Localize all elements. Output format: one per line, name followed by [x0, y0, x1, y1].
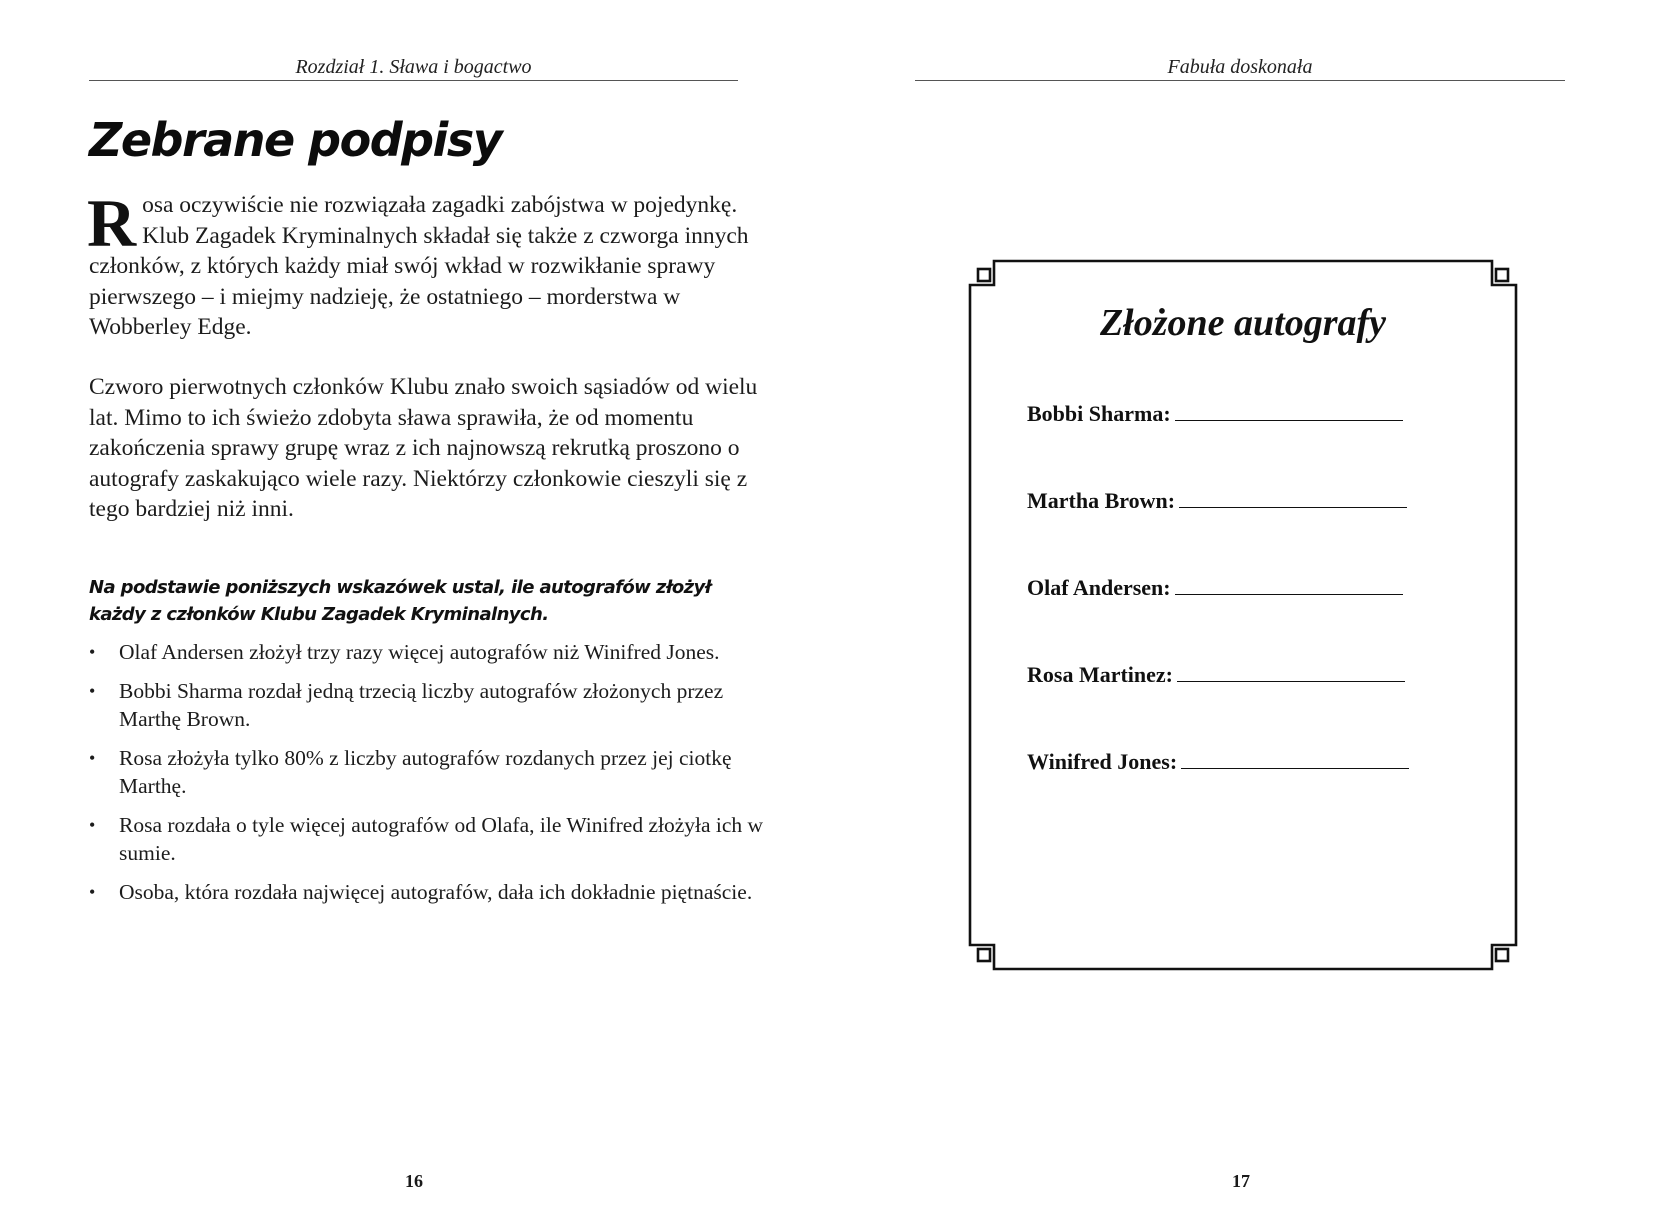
clue-text: Bobbi Sharma rozdał jedną trzecią liczby autografów złożonych przez Marthę Brown.: [119, 679, 724, 731]
second-paragraph: Czworo pierwotnych członków Klubu znało swoich sąsiadów od wielu lat. Mimo to ich świeżo zdobyta sława sprawiła, że od momentu zakończenia sprawy grupę wraz z ich najnowszą rekrutką proszono o autografy zaskakująco wiele razy. Niektórzy członkowie cieszyli się z tego bardziej niż inni.: [89, 374, 758, 522]
page-number-right: 17: [1232, 1171, 1250, 1191]
bullet-icon: •: [89, 642, 96, 662]
clue-item: [89, 878, 769, 906]
header-rule-right: [915, 80, 1565, 81]
signature-blank[interactable]: [1175, 574, 1403, 595]
signature-row: [1027, 661, 1405, 688]
signature-row: [1027, 748, 1409, 775]
chapter-title: Zebrane podpisy: [89, 113, 502, 167]
clue-text: Rosa złożyła tylko 80% z liczby autografów rozdanych przez jej ciotkę Marthę.: [119, 746, 732, 798]
clue-text: Olaf Andersen złożył trzy razy więcej autografów niż Winifred Jones.: [119, 640, 720, 664]
running-head-left: Rozdział 1. Sława i bogactwo: [295, 56, 532, 78]
signature-label: Rosa Martinez:: [1027, 662, 1174, 687]
signature-blank[interactable]: [1179, 487, 1407, 508]
frame-title: Złożone autografy: [1099, 302, 1387, 344]
bullet-icon: •: [89, 681, 96, 701]
bullet-icon: •: [89, 882, 96, 902]
clue-item: [89, 638, 769, 666]
corner-ornament-icon: [978, 949, 990, 961]
corner-ornament-icon: [1496, 269, 1508, 281]
signature-row: [1027, 574, 1403, 601]
signature-row: [1027, 487, 1407, 514]
bullet-icon: •: [89, 815, 96, 835]
clue-item: [89, 677, 769, 733]
drop-cap: R: [87, 185, 137, 261]
puzzle-instruction: Na podstawie poniższych wskazówek ustal, ile autografów złożył każdy z członków Klubu Zagadek Kryminalnych.: [89, 577, 711, 625]
intro-paragraph: [87, 185, 759, 343]
bullet-icon: •: [89, 748, 96, 768]
header-rule-left: [89, 80, 738, 81]
corner-ornament-icon: [1496, 949, 1508, 961]
autograph-frame: [968, 259, 1518, 971]
signature-blank[interactable]: [1181, 748, 1409, 769]
clue-item: [89, 811, 769, 867]
frame-outline: [970, 261, 1516, 969]
signature-blank[interactable]: [1175, 400, 1403, 421]
page-number-left: 16: [405, 1171, 423, 1191]
corner-ornament-icon: [978, 269, 990, 281]
running-head-right: Fabuła doskonała: [1167, 56, 1313, 78]
signature-label: Winifred Jones:: [1027, 749, 1178, 774]
right-page: [827, 0, 1654, 1211]
clue-item: [89, 744, 769, 800]
signature-label: Martha Brown:: [1027, 488, 1176, 513]
clue-text: Osoba, która rozdała najwięcej autografów, dała ich dokładnie piętnaście.: [119, 880, 753, 904]
intro-paragraph-text: osa oczywiście nie rozwiązała zagadki zabójstwa w pojedynkę. Klub Zagadek Kryminalnych składał się także z czworga innych członków, z których każdy miał swój wkład w rozwikłanie sprawy pierwszego – i miejmy nadzieję, że ostatniego – morderstwa w Wobberley Edge.: [89, 192, 749, 340]
signature-blank[interactable]: [1177, 661, 1405, 682]
decorative-frame-border: [968, 259, 1518, 971]
signature-row: [1027, 400, 1403, 427]
clue-list: [89, 638, 769, 917]
clue-text: Rosa rozdała o tyle więcej autografów od Olafa, ile Winifred złożyła ich w sumie.: [119, 813, 764, 865]
signature-label: Olaf Andersen:: [1027, 575, 1171, 600]
signature-label: Bobbi Sharma:: [1027, 401, 1171, 426]
